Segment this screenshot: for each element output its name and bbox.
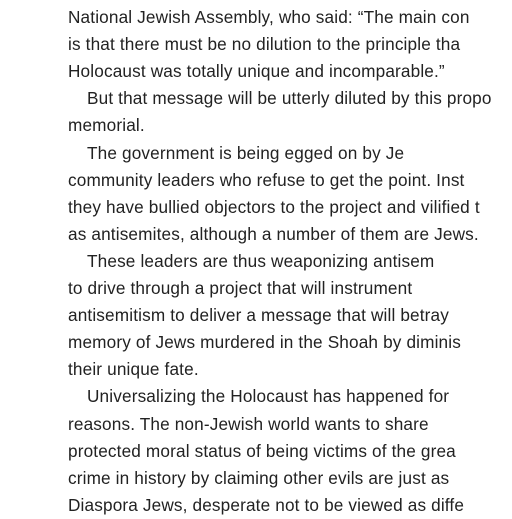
- paragraph-line: protected moral status of being victims of the grea: [68, 440, 456, 461]
- paragraph-line: antisemitism to deliver a message that will betray: [68, 305, 450, 326]
- paragraph-first-line: The government is being egged on by Je: [87, 142, 405, 163]
- paragraph-first-line: But that message will be utterly diluted by this propo: [87, 88, 492, 109]
- paragraph-line: memory of Jews murdered in the Shoah by diminis: [68, 332, 461, 353]
- paragraph-line: community leaders who refuse to get the point. Inst: [68, 169, 465, 190]
- paragraph-line: crime in history by claiming other evils are just as: [68, 467, 450, 488]
- paragraph-line: they have bullied objectors to the project and vilified t: [68, 196, 480, 217]
- paragraph-line: Diaspora Jews, desperate not to be viewed as diffe: [68, 494, 465, 515]
- paragraph-line: to drive through a project that will instrument: [68, 278, 413, 298]
- paragraph-line: Holocaust was totally unique and incomparable.”: [68, 61, 445, 82]
- paragraph-line: reasons. The non-Jewish world wants to share: [68, 413, 429, 434]
- paragraph-line: is that there must be no dilution to the principle tha: [68, 34, 461, 55]
- paragraph-line: National Jewish Assembly, who said: “The main con: [68, 7, 470, 27]
- paragraph-line: as antisemites, although a number of them are Jews.: [68, 223, 479, 244]
- paragraph-line: their unique fate.: [68, 359, 199, 380]
- paragraph-line: memorial.: [68, 115, 145, 136]
- paragraph-first-line: Universalizing the Holocaust has happened for: [87, 386, 450, 407]
- paragraph-first-line: These leaders are thus weaponizing antisem: [87, 250, 435, 271]
